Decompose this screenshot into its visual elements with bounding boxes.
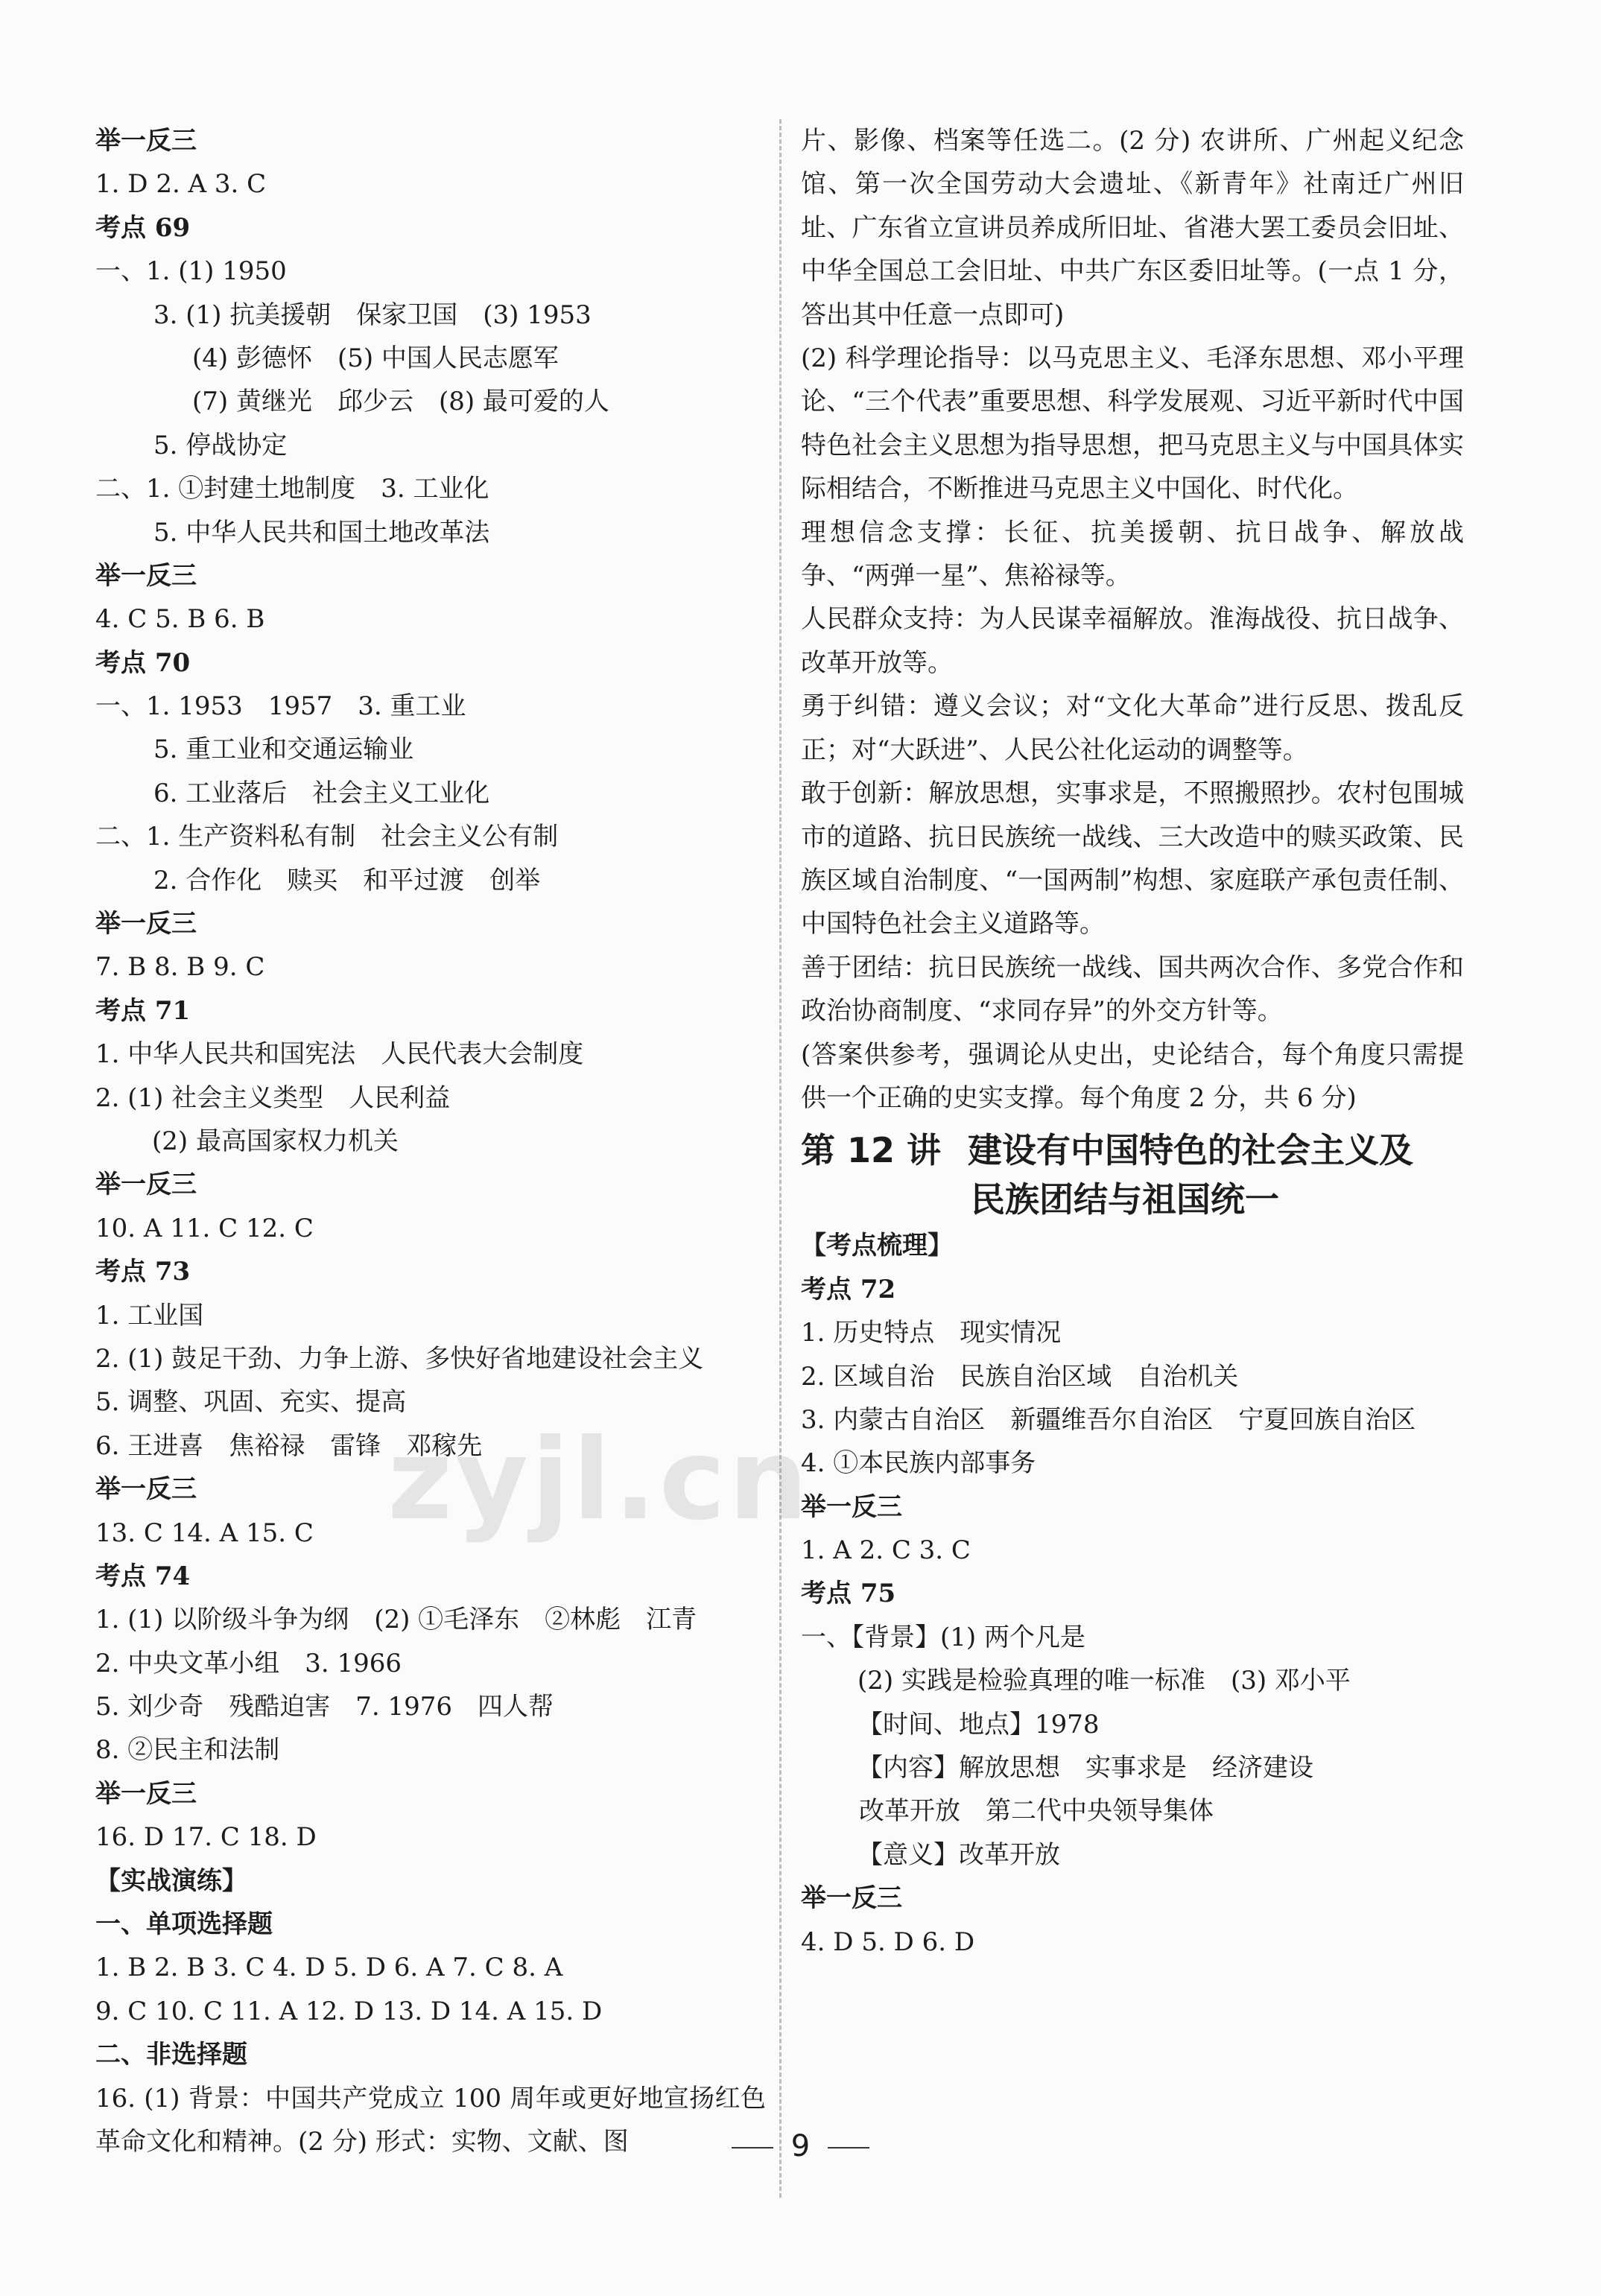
left-answer-line: 举一反三 — [95, 1170, 197, 1200]
right-answer-line: 4. D 5. D 6. D — [801, 1926, 975, 1957]
right-answer-line: 【意义】改革开放 — [857, 1839, 1060, 1870]
left-answer-line: 1. B 2. B 3. C 4. D 5. D 6. A 7. C 8. A — [95, 1953, 563, 1983]
left-answer-line: 1. (1) 以阶级斗争为纲 (2) ①毛泽东 ②林彪 江青 — [95, 1605, 697, 1635]
right-answer-line: 【考点梳理】 — [801, 1231, 953, 1261]
left-answer-line: 3. (1) 抗美援朝 保家卫国 (3) 1953 — [153, 299, 592, 330]
left-answer-line: 8. ②民主和法制 — [95, 1735, 280, 1766]
chapter-heading — [801, 1126, 1464, 1224]
left-answer-line: 考点 73 — [95, 1257, 191, 1287]
right-answer-line: 3. 内蒙古自治区 新疆维吾尔自治区 宁夏回族自治区 — [801, 1404, 1416, 1435]
left-answer-line: (4) 彭德怀 (5) 中国人民志愿军 — [192, 343, 559, 373]
left-answer-line: 一、单项选择题 — [95, 1909, 273, 1940]
right-answer-paragraph: 勇于纠错：遵义会议；对“文化大革命”进行反思、拨乱反正；对“大跃进”、人民公社化运动的调整等。 — [801, 691, 1464, 765]
left-answer-line: 2. 合作化 赎买 和平过渡 创举 — [153, 865, 541, 895]
right-answer-line: 考点 72 — [801, 1274, 896, 1304]
left-answer-line: (2) 最高国家权力机关 — [152, 1126, 399, 1156]
left-answer-line: 举一反三 — [95, 560, 197, 591]
right-answer-paragraph: 理想信念支撑：长征、抗美援朝、抗日战争、解放战争、“两弹一星”、焦裕禄等。 — [801, 517, 1464, 592]
left-answer-line: 考点 69 — [95, 212, 191, 243]
left-answer-line: 10. A 11. C 12. C — [95, 1213, 314, 1243]
left-answer-line: 考点 70 — [95, 647, 191, 678]
right-answer-paragraph: 片、影像、档案等任选二。(2 分) 农讲所、广州起义纪念馆、第一次全国劳动大会遗址、《新青年》社南迁广州旧址、广东省立宣讲员养成所旧址、省港大罢工委员会旧址、中华全国总工会旧址、中共广东区委旧址等。(一点 1 分，答出其中任意一点即可) — [801, 126, 1464, 330]
right-answer-paragraph: (答案供参考，强调论从史出，史论结合，每个角度只需提供一个正确的史实支撑。每个角度 2 分，共 6 分) — [801, 1039, 1464, 1113]
right-answer-line: 4. ①本民族内部事务 — [801, 1448, 1036, 1479]
left-answer-line: 5. 停战协定 — [153, 430, 288, 460]
right-column — [801, 119, 1464, 1964]
left-answer-line: 2. (1) 鼓足干劲、力争上游、多快好省地建设社会主义 — [95, 1343, 704, 1374]
left-answer-line: 13. C 14. A 15. C — [95, 1518, 314, 1548]
left-answer-line: 5. 重工业和交通运输业 — [153, 735, 414, 765]
left-answer-line: 7. B 8. B 9. C — [95, 952, 265, 983]
chapter-number: 第 12 讲 — [801, 1130, 942, 1171]
left-answer-line: (7) 黄继光 邱少云 (8) 最可爱的人 — [192, 387, 609, 417]
right-answer-line: 考点 75 — [801, 1579, 896, 1609]
left-answer-line: 举一反三 — [95, 1778, 197, 1809]
chapter-title-line1: 建设有中国特色的社会主义及 — [968, 1130, 1414, 1171]
right-answer-line: 举一反三 — [801, 1883, 902, 1914]
right-answer-line: 1. A 2. C 3. C — [801, 1535, 971, 1566]
page-number-value: 9 — [790, 2129, 811, 2163]
left-column — [95, 119, 766, 2163]
left-answer-line: 16. D 17. C 18. D — [95, 1822, 317, 1853]
right-answer-paragraph: 人民群众支持：为人民谋幸福解放。淮海战役、抗日战争、改革开放等。 — [801, 604, 1464, 678]
page-number-dash-right — [828, 2147, 869, 2148]
left-answer-line: 9. C 10. C 11. A 12. D 13. D 14. A 15. D — [95, 1996, 603, 2026]
left-answer-line: 1. 中华人民共和国宪法 人民代表大会制度 — [95, 1039, 584, 1070]
chapter-title-line2: 民族团结与祖国统一 — [971, 1179, 1279, 1220]
right-answer-line: 一、【背景】(1) 两个凡是 — [801, 1622, 1085, 1652]
left-answer-line: 考点 74 — [95, 1561, 191, 1591]
left-answer-line: 一、1. 1953 1957 3. 重工业 — [95, 691, 466, 722]
right-answer-line: 【时间、地点】1978 — [857, 1709, 1100, 1740]
left-answer-line: 5. 中华人民共和国土地改革法 — [153, 517, 490, 548]
page-number-dash-left — [732, 2147, 773, 2148]
left-answer-line: 举一反三 — [95, 1474, 197, 1505]
left-answer-line: 6. 工业落后 社会主义工业化 — [153, 778, 490, 808]
right-answer-line: 1. 历史特点 现实情况 — [801, 1318, 1062, 1348]
right-answer-paragraph: 善于团结：抗日民族统一战线、国共两次合作、多党合作和政治协商制度、“求同存异”的外交方针等。 — [801, 952, 1464, 1027]
left-answer-line: 5. 调整、巩固、充实、提高 — [95, 1387, 407, 1418]
left-answer-lines — [95, 119, 766, 2077]
left-answer-line: 1. 工业国 — [95, 1300, 204, 1331]
left-answer-line: 二、1. 生产资料私有制 社会主义公有制 — [95, 822, 559, 852]
left-answer-line: 6. 王进喜 焦裕禄 雷锋 邓稼先 — [95, 1430, 483, 1461]
right-answer-line: 举一反三 — [801, 1491, 902, 1522]
right-answer-lines — [801, 1224, 1464, 1964]
left-answer-line: 4. C 5. B 6. B — [95, 604, 265, 635]
watermark: zyjl.cn — [387, 1415, 811, 1545]
left-answer-line: 一、1. (1) 1950 — [95, 256, 287, 287]
left-answer-line: 【实战演练】 — [95, 1865, 247, 1896]
right-answer-paragraph: (2) 科学理论指导：以马克思主义、毛泽东思想、邓小平理论、“三个代表”重要思想、科学发展观、习近平新时代中国特色社会主义思想为指导思想，把马克思主义与中国具体实际相结合，不断推进马克思主义中国化、时代化。 — [801, 343, 1464, 504]
left-answer-line: 二、1. ①封建土地制度 3. 工业化 — [95, 474, 489, 504]
left-answer-line: 考点 71 — [95, 995, 191, 1026]
left-answer-line: 5. 刘少奇 残酷迫害 7. 1976 四人帮 — [95, 1692, 554, 1722]
left-answer-line: 二、非选择题 — [95, 2040, 247, 2070]
right-answer-line: (2) 实践是检验真理的唯一标准 (3) 邓小平 — [857, 1666, 1351, 1696]
left-answer-line: 举一反三 — [95, 909, 197, 939]
column-divider — [779, 119, 782, 2198]
left-answer-line: 2. 中央文革小组 3. 1966 — [95, 1648, 402, 1678]
left-answer-line: 举一反三 — [95, 126, 197, 156]
right-answer-line: 【内容】解放思想 实事求是 经济建设 — [857, 1753, 1313, 1783]
right-answer-paragraphs — [801, 119, 1464, 1120]
right-answer-paragraph: 敢于创新：解放思想，实事求是，不照搬照抄。农村包围城市的道路、抗日民族统一战线、三大改造中的赎买政策、民族区域自治制度、“一国两制”构想、家庭联产承包责任制、中国特色社会主义道路等。 — [801, 778, 1464, 939]
page-number — [0, 2129, 1601, 2163]
left-q16-paragraph: 16. (1) 背景：中国共产党成立 100 周年或更好地宣扬红色革命文化和精神。(2 分) 形式：实物、文献、图 — [95, 2083, 766, 2157]
left-answer-line: 2. (1) 社会主义类型 人民利益 — [95, 1082, 451, 1113]
right-answer-line: 改革开放 第二代中央领导集体 — [859, 1796, 1214, 1827]
right-answer-line: 2. 区域自治 民族自治区域 自治机关 — [801, 1361, 1239, 1392]
left-answer-line: 1. D 2. A 3. C — [95, 169, 267, 200]
